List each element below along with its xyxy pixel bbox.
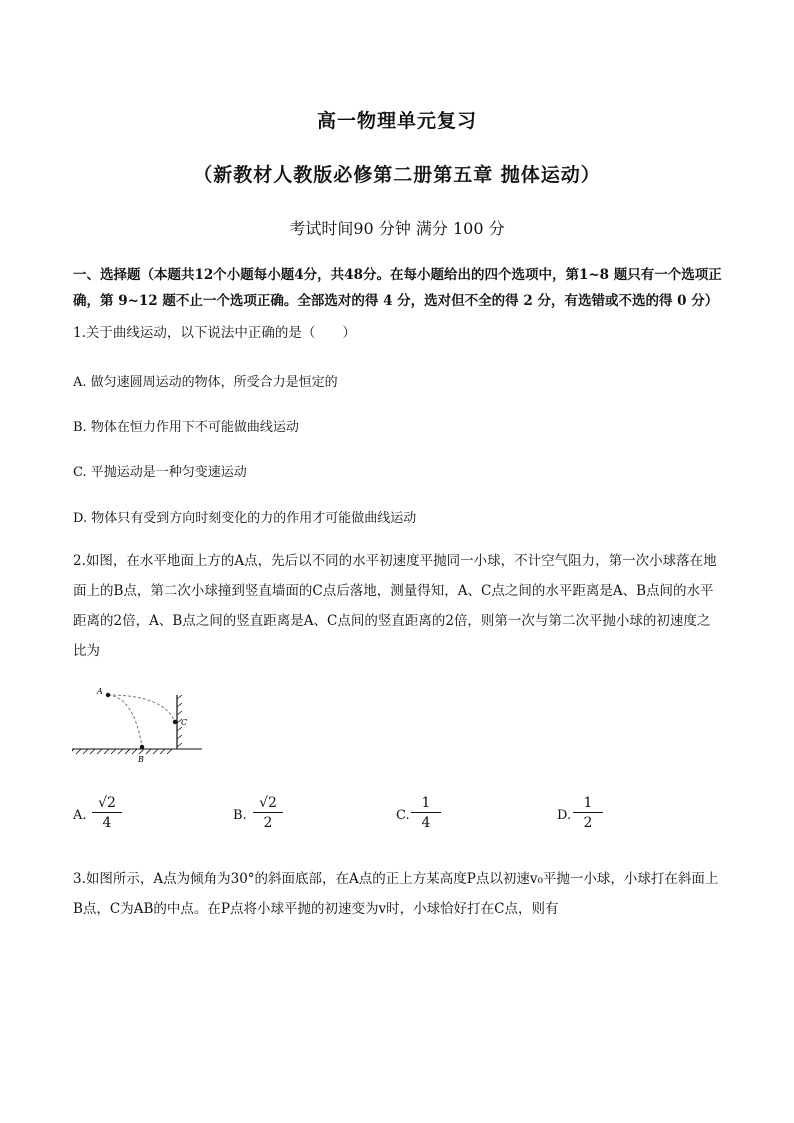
question-1-option-a: A. 做匀速圆周运动的物体，所受合力是恒定的 [73, 375, 338, 390]
question-3-stem: 3.如图所示，A点为倾角为30°的斜面底部，在A点的正上方某高度P点以初速v₀平抛一小球，小球打在斜面上B点，C为AB的中点。在P点将小球平抛的初速变为v时，小球恰好打在C点，则有 [73, 871, 719, 917]
denominator: 2 [583, 815, 593, 831]
numerator: √2 [92, 795, 122, 813]
label-a: A [97, 687, 103, 696]
question-2-stem: 2.如图，在水平地面上方的A点，先后以不同的水平初速度平抛同一小球，不计空气阻力，第一次小球落在地面上的B点，第二次小球撞到竖直墙面的C点后落地，测量得知，A、C点之间的水平距离是A、B点间的水平距离的2倍，A、B点之间的竖直距离是A、C点间的竖直距离的2倍，则第一次与第二次平抛小球的初速度之比为 [73, 553, 717, 659]
numerator: 1 [411, 795, 441, 813]
question-2-option-a-fraction [92, 795, 122, 831]
point-b [140, 745, 144, 749]
ground-hatching [72, 749, 172, 754]
denominator: 2 [263, 815, 273, 831]
trajectory-to-b [108, 695, 142, 747]
question-1-stem: 1.关于曲线运动，以下说法中正确的是（ ） [73, 325, 356, 341]
question-2-option-b-fraction [253, 795, 283, 831]
question-1-option-d: D. 物体只有受到方向时刻变化的力的作用才可能做曲线运动 [73, 511, 417, 526]
question-2-option-d-label: D. [557, 808, 572, 823]
page-title: 高一物理单元复习 [316, 110, 477, 132]
projectile-figure [72, 683, 202, 768]
question-2-option-b-label: B. [233, 808, 247, 823]
label-c: C [181, 718, 188, 727]
question-2-option-c-fraction [411, 795, 441, 831]
numerator: √2 [253, 795, 283, 813]
question-1-option-b: B. 物体在恒力作用下不可能做曲线运动 [73, 420, 299, 435]
question-1-option-c: C. 平抛运动是一种匀变速运动 [73, 465, 247, 480]
point-c [173, 720, 177, 724]
question-2-option-a-label: A. [73, 808, 87, 823]
question-2-option-d-fraction [573, 795, 603, 831]
label-b: B [138, 755, 144, 764]
page-subtitle: （新教材人教版必修第二册第五章 抛体运动） [193, 164, 601, 186]
denominator: 4 [102, 815, 112, 831]
numerator: 1 [573, 795, 603, 813]
section-heading: 一、选择题（本题共12个小题每小题4分，共48分。在每小题给出的四个选项中，第1~8 题只有一个选项正确，第 9~12 题不止一个选项正确。全部选对的得 4 分，选对但不全的得 2 分，有选错或不选的得 0 分） [73, 267, 722, 309]
trajectory-to-c [108, 695, 175, 722]
point-a [106, 693, 110, 697]
question-2-option-c-label: C. [396, 808, 410, 823]
denominator: 4 [421, 815, 431, 831]
exam-info: 考试时间90 分钟 满分 100 分 [289, 219, 505, 238]
